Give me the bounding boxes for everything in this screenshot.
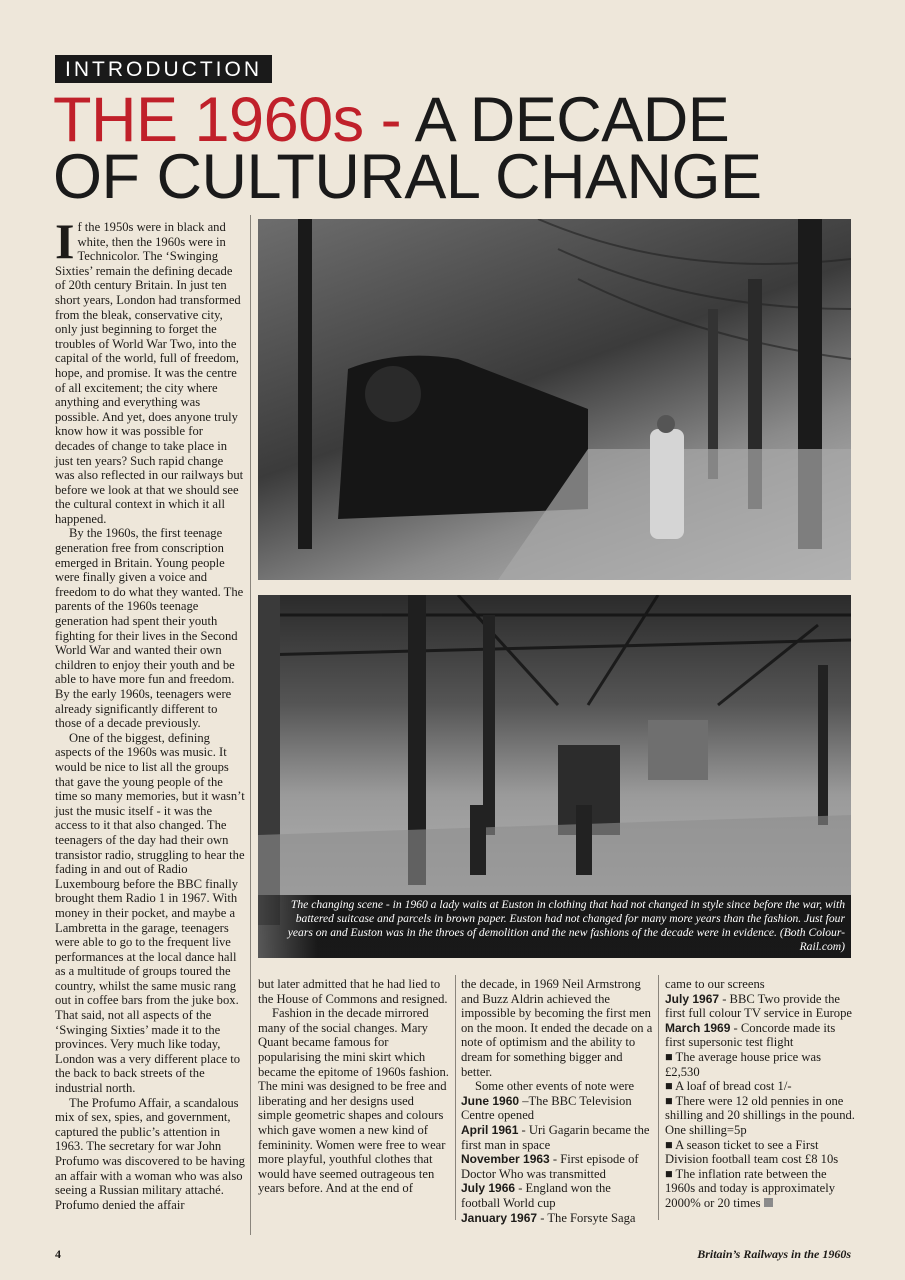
square-bullet-icon: ■ <box>665 1137 676 1152</box>
event-item <box>461 1211 653 1226</box>
fact-text: A loaf of bread cost 1/- <box>675 1079 792 1094</box>
fact-bullet <box>665 1079 855 1094</box>
event-date: November 1963 <box>461 1152 550 1167</box>
square-bullet-icon: ■ <box>665 1093 676 1108</box>
event-item <box>461 1123 653 1152</box>
photo-euston-1964 <box>258 595 851 958</box>
column-3: the decade, in 1969 Neil Armstrong and Buzz Aldrin achieved the impossible by becoming the first men on the moon. It ended the decade on a note of optimism and the ability to dream for something bigger and better. Some other events of note were June 1960 –The BBC Television Centre opened April 1961 - Uri Gagarin became the first man in space November 1963 - First episode of Doctor Who was transmitted July 1966 - England won the football World cup January 1967 - The Forsyte Saga <box>461 977 653 1225</box>
fact-bullet <box>665 1167 855 1211</box>
event-item <box>461 1094 653 1123</box>
column-divider <box>658 975 659 1220</box>
page-number: 4 <box>55 1247 61 1261</box>
event-date: July 1967 <box>665 991 720 1006</box>
fact-text: The inflation rate between the 1960s and today is approximately 2000% or 20 times <box>665 1166 835 1210</box>
photo-caption: The changing scene - in 1960 a lady waits at Euston in clothing that had not changed in style since before the war, with battered suitcase and parcels in brown paper. Euston had not changed for many more years than the fashion. Just four years on and Euston was in the throes of demolition and the new fashions of the decade were in evidence. (Both Colour-Rail.com) <box>258 895 851 958</box>
fact-bullet <box>665 1050 855 1079</box>
event-item <box>461 1152 653 1181</box>
square-bullet-icon: ■ <box>665 1049 676 1064</box>
end-mark-icon <box>764 1198 773 1207</box>
event-date: April 1961 <box>461 1122 519 1137</box>
fact-text: The average house price was £2,530 <box>665 1049 821 1079</box>
column-2: but later admitted that he had lied to the House of Commons and resigned. Fashion in the decade mirrored many of the social changes. Mary Quant became famous for popularising the mini skirt which became the epitome of 1960s fashion. The mini was designed to be free and liberating and her designs used simple geometric shapes and colours which gave women a new kind of femininity. Women were free to wear more playful, youthful clothes that would have seemed outrageous ten years before. And at the end of <box>258 977 449 1196</box>
left-column: If the 1950s were in black and white, then the 1960s were in Technicolor. The ‘Swinging Sixties’ remain the defining decade of 20th century Britain. In just ten short years, London had transformed from the bleak, conservative city, only just beginning to forget the troubles of World War Two, into the capital of the world, full of freedom, hope, and promise. It was the centre of all excitement; the city where anything and everything was possible. And yet, does anyone truly know how it was possible for decades of change to take place in just ten years? Such rapid change was also reflected in our railways but before we look at that we should see the cultural context in which it all happened. By the 1960s, the first teenage generation free from conscription emerged in Britain. Young people were finally given a voice and freedom to do what they wanted. The parents of the 1960s teenage generation had spent their youth fighting for their lives in the Second World War and wanted their own children to enjoy their youth and be able to have more fun and freedom. By the early 1960s, teenagers were already significantly different to those of a decade previously. One of the biggest, defining aspects of the 1960s was music. It would be nice to list all the groups that gave the young people of the time so many memories, but it wasn’t just the music itself - it was the access to it that also changed. The teenagers of the day had their own transistor radio, struggling to hear the fading in and out of Radio Luxembourg before the BBC finally brought them Radio 1 in 1967. With money in their pocket, and maybe a Lambretta in the garage, teenagers were able to go to the frequent live performances at the local dance hall as a multitude of groups toured the country, whilst the same music rang out in coffee bars from the juke box. That said, not all aspects of the ‘Swinging Sixties’ made it to the provinces. Very much like today, London was a very different place to the back to back streets of the industrial north. The Profumo Affair, a scandalous mix of sex, spies, and government, captured the public’s attention in 1963. The secretary for war John Profumo was discovered to be having an affair with a woman who was also seeing a Russian military attaché. Profumo denied the affair <box>55 213 245 1212</box>
event-text: - The Forsyte Saga <box>537 1210 636 1225</box>
column-divider <box>250 215 251 1235</box>
event-date: March 1969 <box>665 1020 731 1035</box>
event-text: - Uri Gagarin became the first man in space <box>461 1122 650 1152</box>
column-4: came to our screens July 1967 - BBC Two provide the first full colour TV service in Europe March 1969 - Concorde made its first supersonic test flight ■ The average house price was £2,530 ■ A loaf of bread cost 1/- ■ There were 12 old pennies in one shilling and 20 shillings in the pound. One shilling=5p ■ A season ticket to see a First Division football team cost £8 10s ■ The inflation rate between the 1960s and today is approximately 2000% or 20 times <box>665 977 855 1210</box>
event-date: June 1960 <box>461 1093 520 1108</box>
event-text: - Concorde made its first supersonic test flight <box>665 1020 836 1050</box>
event-text: –The BBC Television Centre opened <box>461 1093 632 1123</box>
event-text: - England won the football World cup <box>461 1181 611 1210</box>
publication-name: Britain’s Railways in the 1960s <box>697 1247 851 1261</box>
photo-locomotive-euston-1960 <box>258 219 851 580</box>
station-roof-illustration <box>258 219 851 580</box>
event-date: July 1966 <box>461 1181 516 1196</box>
fact-bullet <box>665 1094 855 1138</box>
event-item <box>461 1181 653 1210</box>
column-divider <box>455 975 456 1220</box>
event-date: January 1967 <box>461 1210 538 1225</box>
square-bullet-icon: ■ <box>665 1079 676 1094</box>
page-title: THE 1960s - A DECADE OF CULTURAL CHANGE <box>53 85 762 212</box>
section-label: INTRODUCTION <box>55 55 272 83</box>
event-item <box>665 992 855 1021</box>
square-bullet-icon: ■ <box>665 1166 676 1181</box>
fact-text: A season ticket to see a First Division football team cost £8 10s <box>665 1137 839 1167</box>
fact-bullet <box>665 1138 855 1167</box>
fact-text: There were 12 old pennies in one shilling and 20 shillings in the pound. One shilling=5p <box>665 1093 855 1137</box>
drop-cap: I <box>55 213 75 269</box>
event-text: - BBC Two provide the first full colour TV service in Europe <box>665 991 852 1021</box>
event-item <box>665 1021 855 1050</box>
event-text: - First episode of Doctor Who was transmitted <box>461 1152 639 1181</box>
